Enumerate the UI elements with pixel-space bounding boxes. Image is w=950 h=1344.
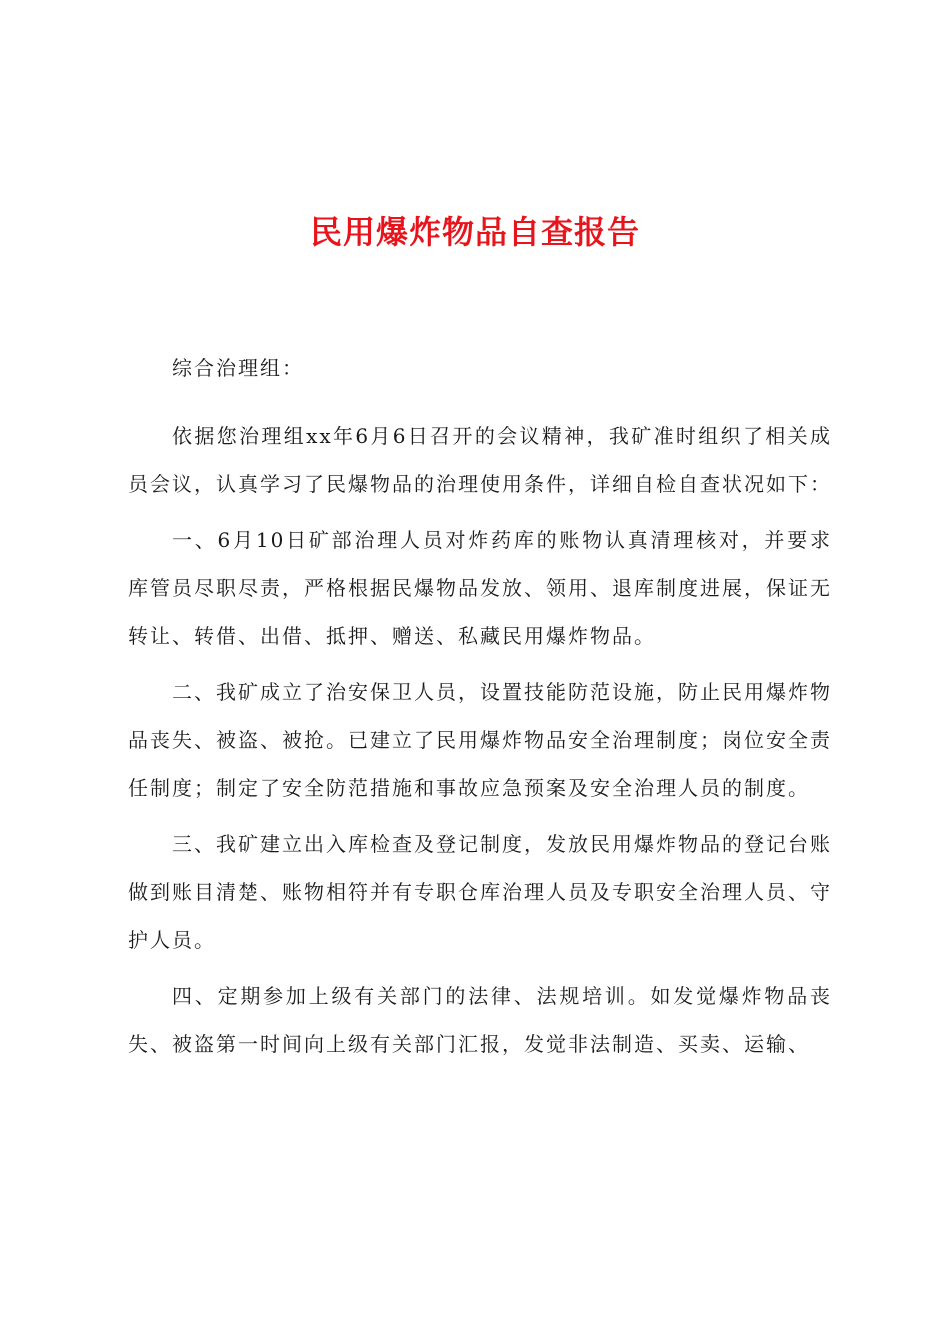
paragraph-item-3: 三、我矿建立出入库检查及登记制度，发放民用爆炸物品的登记台账做到账目清楚、账物相符并有专职仓库治理人员及专职安全治理人员、守护人员。 <box>128 832 832 952</box>
salutation: 综合治理组： <box>172 356 304 380</box>
paragraph-item-1: 一、6月10日矿部治理人员对炸药库的账物认真清理核对，并要求库管员尽职尽责，严格根据民爆物品发放、领用、退库制度进展，保证无转让、转借、出借、抵押、赠送、私藏民用爆炸物品。 <box>128 528 832 648</box>
paragraph-item-2: 二、我矿成立了治安保卫人员，设置技能防范设施，防止民用爆炸物品丧失、被盗、被抢。已建立了民用爆炸物品安全治理制度；岗位安全责任制度；制定了安全防范措施和事故应急预案及安全治理人员的制度。 <box>128 680 832 800</box>
paragraph-intro: 依据您治理组xx年6月6日召开的会议精神，我矿准时组织了相关成员会议，认真学习了民爆物品的治理使用条件，详细自检自查状况如下： <box>128 424 832 496</box>
document-title: 民用爆炸物品自查报告 <box>309 213 640 251</box>
document-body <box>128 344 832 1076</box>
paragraph-item-4: 四、定期参加上级有关部门的法律、法规培训。如发觉爆炸物品丧失、被盗第一时间向上级有关部门汇报，发觉非法制造、买卖、运输、 <box>128 984 832 1056</box>
